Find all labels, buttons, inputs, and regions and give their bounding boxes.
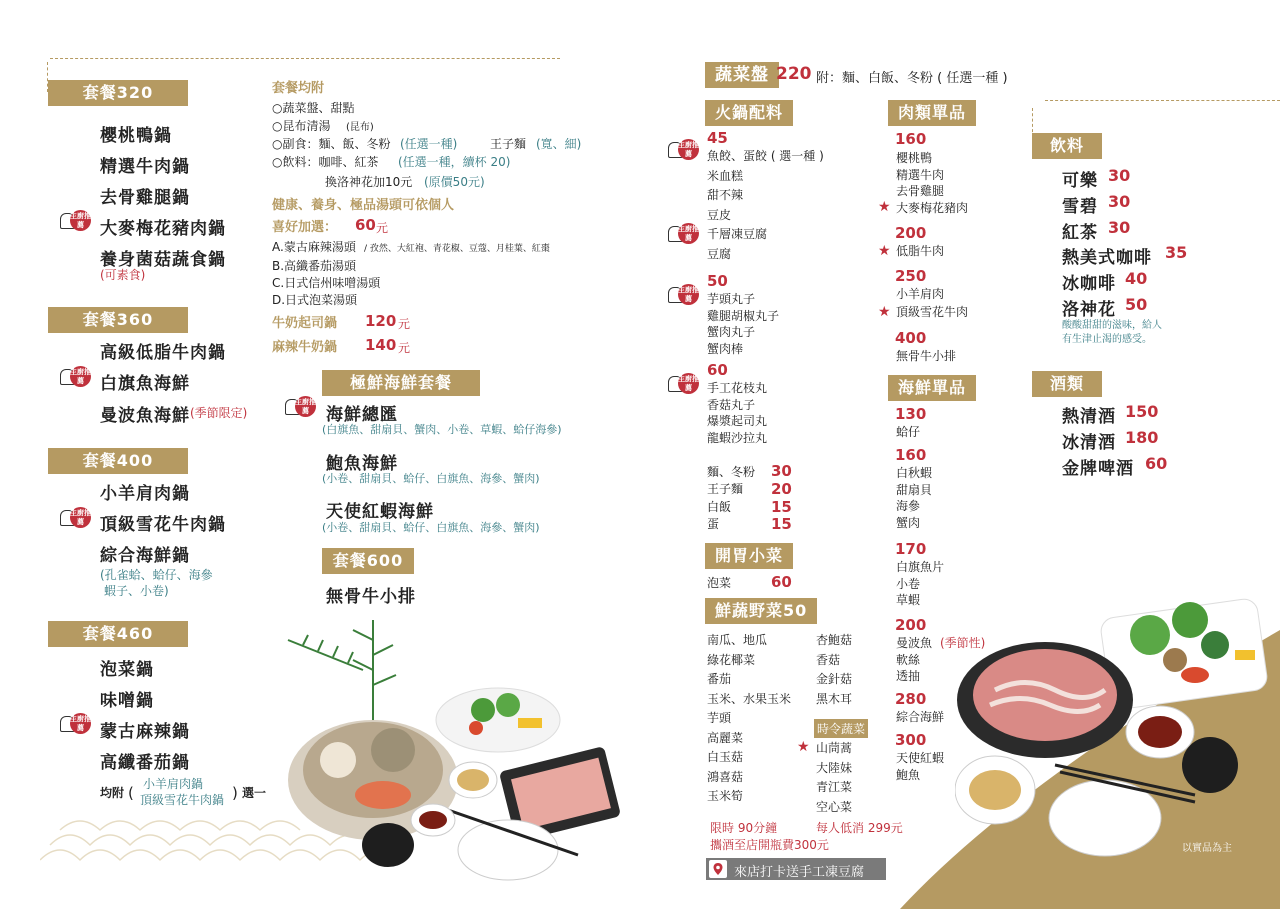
includes-line: 換洛神花加10元 <box>325 175 413 189</box>
seafood-item: 白旗魚片 <box>896 560 945 574</box>
alcohol-name: 熱清酒 <box>1062 407 1116 427</box>
price-50: 50 <box>707 272 728 290</box>
seafood-list <box>896 559 944 609</box>
dashed-border <box>1045 100 1280 101</box>
photo-disclaimer: 以實品為主 <box>1182 843 1232 854</box>
seasonal-note: (季節限定) <box>190 406 248 420</box>
hotpot-item: 千層凍豆腐 <box>707 227 768 241</box>
seafood-set-item: 天使紅蝦海鮮 <box>326 502 434 522</box>
seafood-list <box>896 635 932 685</box>
seafood-item: 曼波魚 <box>896 636 933 650</box>
hotpot-item: 豆皮 <box>707 207 732 222</box>
set-item: 泡菜鍋 <box>100 660 154 680</box>
seafood-item: 天使紅蝦 <box>896 751 945 765</box>
drink-name: 雪碧 <box>1062 197 1098 217</box>
veggie-item: 高麗菜 <box>707 730 744 745</box>
seafood-item: 蛤仔 <box>896 425 921 439</box>
staple-price: 20 <box>771 480 792 498</box>
set-item: 大麥梅花豬肉鍋 <box>100 219 226 239</box>
seafood-pot-note: (孔雀蛤、蛤仔、海參 <box>100 568 213 582</box>
veggie-item: 青江菜 <box>816 780 853 794</box>
staple-price: 15 <box>771 515 792 533</box>
hotpot-item: 手工花枝丸 <box>707 381 768 395</box>
meat-item: 頂級雪花牛肉 <box>896 305 969 319</box>
seafood-price: 170 <box>895 540 927 558</box>
milk-pot-name: 麻辣牛奶鍋 <box>272 340 338 355</box>
set-600-item: 無骨牛小排 <box>326 587 416 607</box>
soup-title: 喜好加選： <box>272 220 338 235</box>
meat-item: 精選牛肉 <box>896 167 945 182</box>
meat-item: 小羊肩肉 <box>896 287 945 301</box>
includes-line: ○昆布清湯 <box>272 119 331 133</box>
staple-name: 王子麵 <box>707 482 744 496</box>
veggie-item: 金針菇 <box>816 672 853 686</box>
set-400-tag: 套餐400 <box>48 448 188 474</box>
seasonal-list <box>816 739 852 817</box>
set-item: 白旗魚海鮮 <box>100 374 190 394</box>
includes-line: ○副食：麵、飯、冬粉 <box>272 137 391 151</box>
meat-price: 250 <box>895 267 927 285</box>
seafood-set-desc: (小卷、甜扇貝、蛤仔、白旗魚、海參、蟹肉) <box>322 521 540 534</box>
set-item: 櫻桃鴨鍋 <box>100 126 172 146</box>
location-icon <box>709 860 727 878</box>
set-item: 養身菌菇蔬食鍋 <box>100 250 226 270</box>
includes-line: ○飲料：咖啡、紅茶 <box>272 155 379 169</box>
kombu-note: (昆布) <box>346 122 374 133</box>
chef-recommend-icon: 主廚推薦 <box>285 396 315 418</box>
veggie-item: 香菇 <box>816 652 841 667</box>
hotpot-tag: 火鍋配料 <box>705 100 793 126</box>
milk-pot-name: 牛奶起司鍋 <box>272 316 338 331</box>
star-icon: ★ <box>797 739 810 755</box>
appetizer-item: 泡菜 <box>707 576 732 590</box>
alcohol-price: 150 <box>1125 402 1159 421</box>
seafood-price: 300 <box>895 731 927 749</box>
set-item: 味噌鍋 <box>100 691 154 711</box>
alcohol-price: 180 <box>1125 428 1159 447</box>
checkin-banner <box>706 858 886 880</box>
drinks-tag: 飲料 <box>1032 133 1102 159</box>
seafood-item: 鮑魚 <box>896 767 921 782</box>
veggie-item: 綠花椰菜 <box>707 652 756 667</box>
drink-price: 30 <box>1108 218 1131 237</box>
hotpot-item: 雞腿胡椒丸子 <box>707 308 780 323</box>
side-extra-note: (寬、細) <box>536 137 582 151</box>
veggie-item: 芋頭 <box>707 711 732 725</box>
meat-list <box>896 150 968 216</box>
veggie-list <box>816 631 852 709</box>
set-item: 頂級雪花牛肉鍋 <box>100 515 226 535</box>
appetizer-price: 60 <box>771 573 792 591</box>
hotpot-item: 米血糕 <box>707 168 744 183</box>
food-photo-seafood <box>278 610 638 890</box>
set-item: 蒙古麻辣鍋 <box>100 722 190 742</box>
side-choice-note: (任選一種) <box>400 137 458 151</box>
set-600-tag: 套餐600 <box>322 548 414 574</box>
time-limit: 限時 90分鐘 <box>710 821 778 835</box>
seafood-set-desc: (白旗魚、甜扇貝、蟹肉、小卷、草蝦、蛤仔海參) <box>322 423 562 436</box>
veggies-tag: 鮮蔬野菜50 <box>705 598 817 624</box>
hotpot-item: 蟹肉棒 <box>707 341 744 356</box>
veggie-item: 黑木耳 <box>816 691 853 706</box>
set-item: 綜合海鮮鍋 <box>100 546 190 566</box>
drink-choice-note: (任選一種，續杯 20) <box>398 155 511 169</box>
meat-price: 200 <box>895 224 927 242</box>
includes-line: ○蔬菜盤、甜點 <box>272 101 355 115</box>
veggie-item: 空心菜 <box>816 799 853 814</box>
side-extra: 王子麵 <box>490 137 527 151</box>
soup-option: D.日式泡菜湯頭 <box>272 293 358 307</box>
drink-name: 冰咖啡 <box>1062 274 1116 294</box>
drink-price: 50 <box>1125 295 1148 314</box>
alcohol-price: 60 <box>1145 454 1168 473</box>
milk-pot-price: 120 <box>365 312 397 330</box>
includes-title: 套餐均附 <box>272 81 325 96</box>
seafood-item: 草蝦 <box>896 593 921 607</box>
drink-name: 可樂 <box>1062 171 1098 191</box>
set-item: 高纖番茄鍋 <box>100 753 190 773</box>
hotpot-item: 爆漿起司丸 <box>707 414 768 428</box>
veg-plate-tag: 蔬菜盤 <box>705 62 779 88</box>
corkage: 攜酒至店開瓶費300元 <box>710 838 829 852</box>
veg-plate-note: 附：麵、白飯、冬粉 ( 任選一種 ) <box>816 71 1008 86</box>
drink-name: 洛神花 <box>1062 300 1116 320</box>
alcohol-name: 冰清酒 <box>1062 433 1116 453</box>
drink-price: 30 <box>1108 166 1131 185</box>
seafood-set-item: 鮑魚海鮮 <box>326 454 398 474</box>
seasonal-tag: 時令蔬菜 <box>814 719 868 738</box>
extra-prefix: 均附 <box>100 786 125 800</box>
chef-recommend-icon: 主廚推薦 <box>668 139 698 161</box>
milk-pot-price: 140 <box>365 336 397 354</box>
checkin-text: 來店打卡送手工凍豆腐 <box>734 865 865 880</box>
set-item: 精選牛肉鍋 <box>100 157 190 177</box>
veggie-item: 山茼蒿 <box>816 741 853 755</box>
set-item: 去骨雞腿鍋 <box>100 188 190 208</box>
veggie-item: 玉米筍 <box>707 789 744 803</box>
seafood-pot-note: 蝦子、小卷) <box>104 584 169 598</box>
price-45: 45 <box>707 129 728 147</box>
chef-recommend-icon: 主廚推薦 <box>60 507 90 529</box>
price-60: 60 <box>707 361 728 379</box>
star-icon: ★ <box>878 304 891 320</box>
hotpot-item: 龍蝦沙拉丸 <box>707 430 768 445</box>
hotpot-item: 甜不辣 <box>707 188 744 202</box>
set-360-tag: 套餐360 <box>48 307 188 333</box>
hotpot-item: 香菇丸子 <box>707 397 756 412</box>
unit: 元 <box>398 341 411 355</box>
unit: 元 <box>398 317 411 331</box>
chef-recommend-icon: 主廚推薦 <box>60 210 90 232</box>
veggie-item: 大陸妹 <box>816 760 853 775</box>
hotpot-list <box>707 148 824 262</box>
staple-name: 蛋 <box>707 517 720 531</box>
seafood-price: 160 <box>895 446 927 464</box>
staple-price: 30 <box>771 462 792 480</box>
hotpot-item: 芋頭丸子 <box>707 292 756 306</box>
soup-option-note: / 孜然、大紅袍、青花椒、豆蔻、月桂葉、紅棗 <box>364 244 550 254</box>
set-item: 高級低脂牛肉鍋 <box>100 343 226 363</box>
star-icon: ★ <box>878 199 891 215</box>
veggie-item: 南瓜、地瓜 <box>707 633 768 647</box>
paren: ) <box>232 784 238 802</box>
soup-title: 健康、養身、極品湯頭可依個人 <box>272 198 455 213</box>
veggie-item: 白玉菇 <box>707 750 744 764</box>
soup-option: B.高纖番茄湯頭 <box>272 259 357 273</box>
seafood-item: 軟絲 <box>896 652 921 667</box>
roselle-description: 有生津止渴的感受。 <box>1062 334 1152 345</box>
hotpot-list <box>707 291 779 357</box>
seafood-set-desc: (小卷、甜扇貝、蛤仔、白旗魚、海參、蟹肉) <box>322 472 540 485</box>
drink-name: 熱美式咖啡 <box>1062 248 1152 268</box>
seafood-set-item: 海鮮總匯 <box>326 405 398 425</box>
chef-recommend-icon: 主廚推薦 <box>668 223 698 245</box>
seafood-tag: 海鮮單品 <box>888 375 976 401</box>
meat-item: 去骨雞腿 <box>896 184 945 198</box>
seafood-set-tag: 極鮮海鮮套餐 700 <box>322 370 480 396</box>
soup-option: C.日式信州味噌湯頭 <box>272 276 381 290</box>
appetizer-tag: 開胃小菜 <box>705 543 793 569</box>
extra-suffix: 選一 <box>242 786 267 800</box>
food-photo-hotpot <box>955 580 1280 870</box>
set-320-tag: 套餐320 <box>48 80 188 106</box>
seafood-price: 280 <box>895 690 927 708</box>
set-460-tag: 套餐460 <box>48 621 188 647</box>
roselle-description: 酸酸甜甜的滋味，給人 <box>1062 320 1162 331</box>
soup-price: 60 <box>355 216 376 234</box>
hotpot-item: 豆腐 <box>707 246 732 261</box>
paren: ( <box>128 784 134 802</box>
chef-recommend-icon: 主廚推薦 <box>60 713 90 735</box>
veggie-item: 番茄 <box>707 672 732 686</box>
seafood-item: 蟹肉 <box>896 515 921 530</box>
chef-recommend-icon: 主廚推薦 <box>668 373 698 395</box>
hotpot-item: 蟹肉丸子 <box>707 325 756 339</box>
alcohol-tag: 酒類 <box>1032 371 1102 397</box>
chef-recommend-icon: 主廚推薦 <box>60 366 90 388</box>
meat-item: 大麥梅花豬肉 <box>896 200 969 215</box>
veg-plate-price: 220 <box>776 64 812 84</box>
seafood-price: 200 <box>895 616 927 634</box>
drink-price: 35 <box>1165 243 1188 262</box>
seafood-item: 海參 <box>896 499 921 513</box>
meat-item: 櫻桃鴨 <box>896 151 933 165</box>
soup-unit: 元 <box>376 221 389 235</box>
meat-tag: 肉類單品 <box>888 100 976 126</box>
set-item: 小羊肩肉鍋 <box>100 484 190 504</box>
seafood-item: 透抽 <box>896 669 921 683</box>
seasonal-note: (季節性) <box>940 636 986 650</box>
seafood-list <box>896 750 944 783</box>
extra-option: 頂級雪花牛肉鍋 <box>140 793 225 807</box>
hotpot-list <box>707 380 767 446</box>
staple-name: 白飯 <box>707 500 732 514</box>
soup-option: A.蒙古麻辣湯頭 <box>272 240 356 254</box>
min-charge: 每人低消 299元 <box>816 821 903 835</box>
seafood-price: 130 <box>895 405 927 423</box>
extra-option: 小羊肩肉鍋 <box>143 777 204 791</box>
staple-price: 15 <box>771 498 792 516</box>
chef-recommend-icon: 主廚推薦 <box>668 284 698 306</box>
seafood-list <box>896 465 932 531</box>
drink-price: 40 <box>1125 269 1148 288</box>
seafood-item: 甜扇貝 <box>896 482 933 497</box>
veggie-list <box>707 631 791 807</box>
meat-item: 低脂牛肉 <box>896 244 945 258</box>
drink-name: 紅茶 <box>1062 223 1098 243</box>
veggie-item: 玉米、水果玉米 <box>707 691 792 706</box>
roselle-note: (原價50元) <box>424 175 485 189</box>
seafood-item: 小卷 <box>896 576 921 591</box>
hotpot-item: 魚餃、蛋餃 ( 選一種 ) <box>707 149 824 163</box>
meat-price: 160 <box>895 130 927 148</box>
vegetarian-note: (可素食) <box>100 268 146 282</box>
meat-item: 無骨牛小排 <box>896 349 957 363</box>
dashed-border <box>50 58 560 59</box>
meat-price: 400 <box>895 329 927 347</box>
staple-name: 麵、冬粉 <box>707 465 756 479</box>
alcohol-name: 金牌啤酒 <box>1062 459 1134 479</box>
star-icon: ★ <box>878 243 891 259</box>
seafood-item: 綜合海鮮 <box>896 710 945 724</box>
drink-price: 30 <box>1108 192 1131 211</box>
seafood-item: 白秋蝦 <box>896 466 933 480</box>
veggie-item: 鴻喜菇 <box>707 769 744 784</box>
set-item: 曼波魚海鮮 <box>100 406 190 426</box>
veggie-item: 杏鮑菇 <box>816 633 853 647</box>
